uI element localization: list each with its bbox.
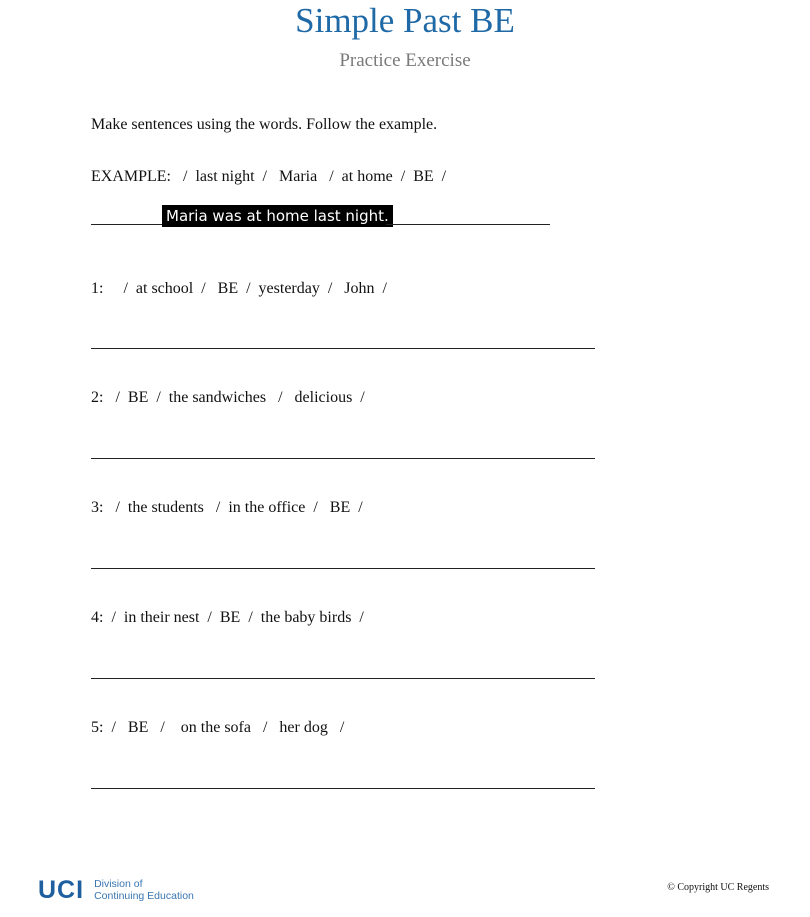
copyright-text: © Copyright UC Regents: [667, 882, 769, 893]
exercise-2-prompt: 2: / BE / the sandwiches / delicious /: [91, 389, 365, 406]
example-answer-line-left: [91, 224, 163, 225]
exercise-5-prompt: 5: / BE / on the sofa / her dog /: [91, 719, 345, 736]
instructions-text: Make sentences using the words. Follow the example.: [91, 116, 438, 133]
exercise-1-prompt: 1: / at school / BE / yesterday / John /: [91, 280, 387, 297]
exercise-3-prompt: 3: / the students / in the office / BE /: [91, 499, 363, 516]
exercise-4-answer-line[interactable]: [91, 678, 595, 679]
division-line-2: Continuing Education: [94, 890, 194, 902]
example-answer-line-right: [386, 224, 550, 225]
exercise-1-answer-line[interactable]: [91, 348, 595, 349]
exercise-2-answer-line[interactable]: [91, 458, 595, 459]
uci-logo: [38, 876, 194, 904]
uci-logo-text: UCI: [38, 876, 85, 904]
exercise-5-answer-line[interactable]: [91, 788, 595, 789]
exercise-4-prompt: 4: / in their nest / BE / the baby birds /: [91, 609, 364, 626]
exercise-3-answer-line[interactable]: [91, 568, 595, 569]
division-label: [94, 878, 194, 902]
example-answer: Maria was at home last night.: [162, 205, 393, 227]
example-prompt: EXAMPLE: / last night / Maria / at home / BE /: [91, 168, 447, 185]
division-line-1: Division of: [94, 878, 143, 890]
page-subtitle: Practice Exercise: [339, 50, 471, 71]
page-title: Simple Past BE: [295, 1, 515, 40]
